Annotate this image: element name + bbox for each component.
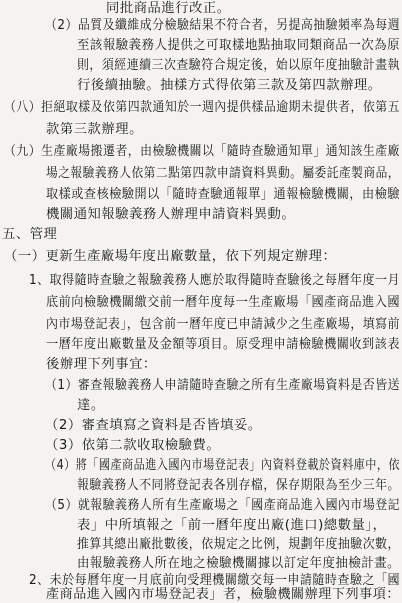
text-line: （4）將「國產商品進入國內市場登記表」內資料登載於資料庫中，依 (45, 458, 400, 473)
text-line: 至該報驗義務人提供之可取樣地點抽取同類商品一次為原 (77, 38, 401, 53)
text-line: （2）品質及纖維成分檢驗結果不符合者，另提高抽驗頻率為每週 (45, 18, 400, 33)
text-line: 1、取得隨時查驗之報驗義務人應於取得隨時查驗後之每曆年度一月 (29, 273, 400, 288)
text-line: 款第三款辦理。 (46, 122, 143, 137)
text-line: （1）審查報驗義務人申請隨時查驗之所有生產廠場資料是否皆送 (45, 378, 400, 393)
text-line: （5）就報驗義務人所有生產廠場之「國產商品進入國內市場登記 (45, 498, 400, 513)
text-line: （八）拒絕取樣及依第四款通知於一週內提供樣品逾期未提供者，依第五 (4, 100, 401, 115)
text-line: （3）依第二款收取檢驗費。 (45, 438, 221, 453)
text-line: 達。 (77, 398, 105, 413)
text-line: 一曆年度出廠數量及金額等項目。原受理申請檢驗機關收到該表 (46, 337, 400, 352)
text-line: 機關通知報驗義務人辦理申請資料異動。 (46, 207, 296, 222)
text-line: （九）生產廠場搬遷者，由檢驗機關以「隨時查驗通知單」通知該生產廠 (4, 144, 401, 159)
text-line: 推算其總出廠批數後，依規定之比例，規劃年度抽驗次數， (77, 537, 400, 552)
text-line: 產商品進入國內市場登記表」者，檢驗機關辦理下列事項： (46, 587, 400, 602)
text-line: 2、未於每曆年度一月底前向受理機關繳交每一申請隨時查驗之「國 (29, 573, 400, 588)
text-line: 則，須經連續三次查驗符合規定後，始以原年度抽驗計畫執 (77, 58, 400, 73)
text-line: 底前向檢驗機關繳交前一曆年度每一生產廠場「國產商品進入國 (46, 295, 400, 310)
text-line: 由報驗義務人所在地之檢驗機關據以訂定年度抽檢計畫。 (77, 556, 401, 571)
text-line: 後辦理下列事宜： (46, 357, 157, 372)
text-line: （2）審查填寫之資料是否皆填妥。 (45, 418, 262, 433)
text-line: 表」中所填報之「前一曆年度出廠(進口)總數量」， (77, 518, 387, 533)
text-line: 場之報驗義務人依第二點第四款申請資料異動。屬委託產製商品， (46, 166, 401, 181)
text-line: 內市場登記表」，包含前一曆年度已申請減少之生產廠場，填寫前 (46, 317, 401, 332)
text-line: 報驗義務人不同將登記表各別存檔，保存期限為至少三年。 (77, 478, 400, 493)
text-line: （一）更新生產廠場年度出廠數量，依下列規定辦理： (4, 249, 337, 264)
text-line: 行後續抽驗。抽樣方式得依第三款及第四款辦理。 (77, 78, 382, 93)
section-heading: 五、管理 (2, 227, 58, 242)
text-line: 取樣或查核檢驗開以「隨時查驗通報單」通報檢驗機關，由檢驗 (46, 187, 400, 202)
text-line: 同批商品進行改正。 (106, 1, 231, 16)
